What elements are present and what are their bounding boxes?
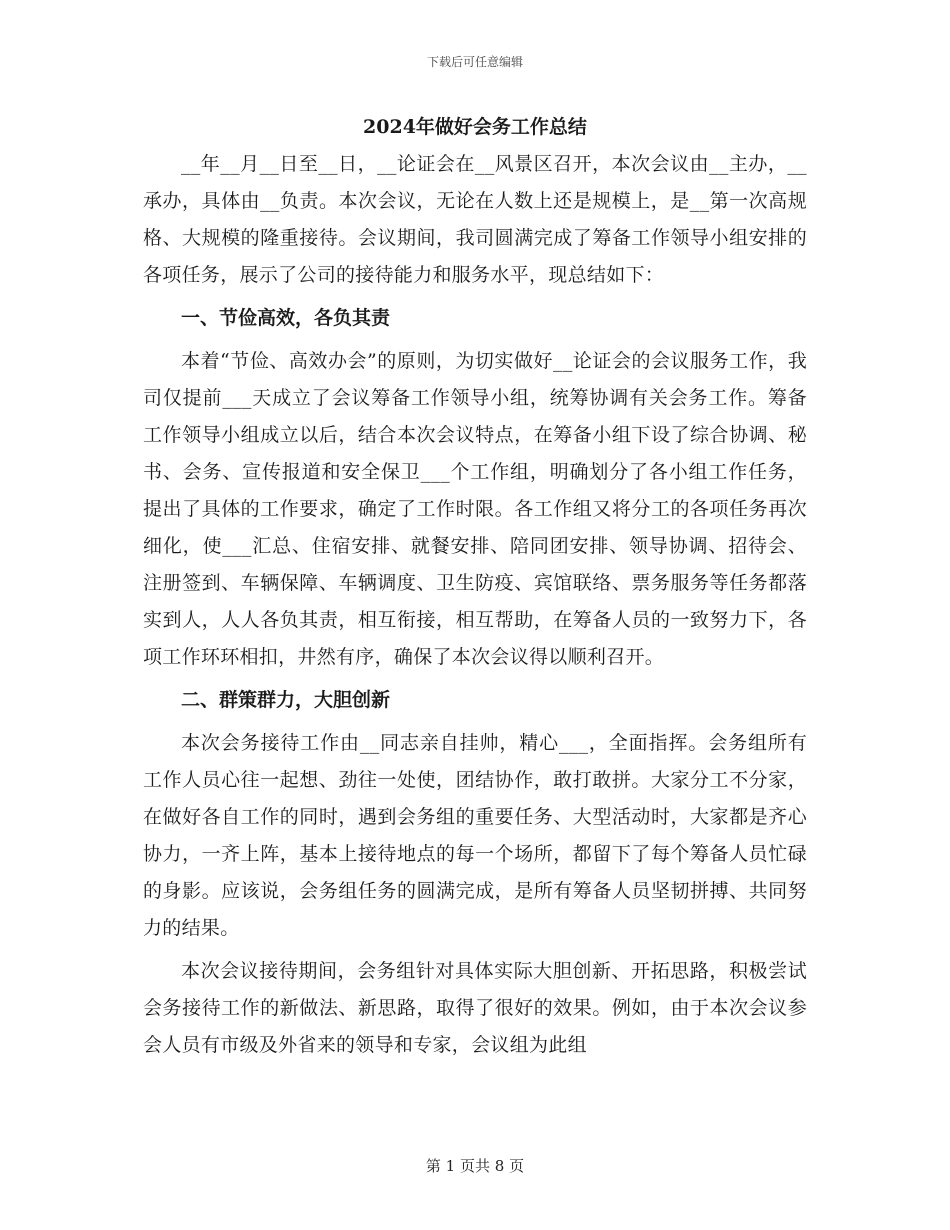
page-header: 下载后可任意编辑 [426, 55, 523, 69]
section-2-paragraph-2: 本次会议接待期间，会务组针对具体实际大胆创新、开拓思路，积极尝试会务接待工作的新做法、新思路，取得了很好的效果。例如，由于本次会议参会人员有市级及外省来的领导和专家，会议组为此组 [143, 960, 807, 1056]
section-2-paragraph-1: 本次会务接待工作由__同志亲自挂帅，精心___，全面指挥。会务组所有工作人员心往一起想、劲往一处使，团结协作，敢打敢拼。大家分工不分家，在做好各自工作的同时，遇到会务组的重要任务、大型活动时，大家都是齐心协力，一齐上阵，基本上接待地点的每一个场所，都留下了每个筹备人员忙碌的身影。应该说，会务组任务的圆满完成，是所有筹备人员坚韧拼搏、共同努力的结果。 [143, 732, 807, 939]
section-1-paragraph: 本着“节俭、高效办会”的原则，为切实做好__论证会的会议服务工作，我司仅提前___天成立了会议筹备工作领导小组，统筹协调有关会务工作。筹备工作领导小组成立以后，结合本次会议特点，在筹备小组下设了综合协调、秘书、会务、宣传报道和安全保卫___个工作组，明确划分了各小组工作任务，提出了具体的工作要求，确定了工作时限。各工作组又将分工的各项任务再次细化，使___汇总、住宿安排、就餐安排、陪同团安排、领导协调、招待会、注册签到、车辆保障、车辆调度、卫生防疫、宾馆联络、票务服务等任务都落实到人，人人各负其责，相互衔接，相互帮助，在筹备人员的一致努力下，各项工作环环相扣，井然有序，确保了本次会议得以顺利召开。 [143, 350, 807, 668]
section-heading-1: 一、节俭高效，各负其责 [181, 307, 391, 329]
intro-paragraph: __年__月__日至__日，__论证会在__风景区召开，本次会议由__主办，__承办，具体由__负责。本次会议，无论在人数上还是规模上，是__第一次高规格、大规模的隆重接待。会议期间，我司圆满完成了筹备工作领导小组安排的各项任务，展示了公司的接待能力和服务水平，现总结如下： [143, 153, 807, 286]
document-body [143, 108, 807, 1064]
document-title: 2024年做好会务工作总结 [363, 116, 587, 138]
section-heading-2: 二、群策群力，大胆创新 [181, 689, 391, 711]
page-footer: 第 1 页共 8 页 [425, 1157, 525, 1175]
